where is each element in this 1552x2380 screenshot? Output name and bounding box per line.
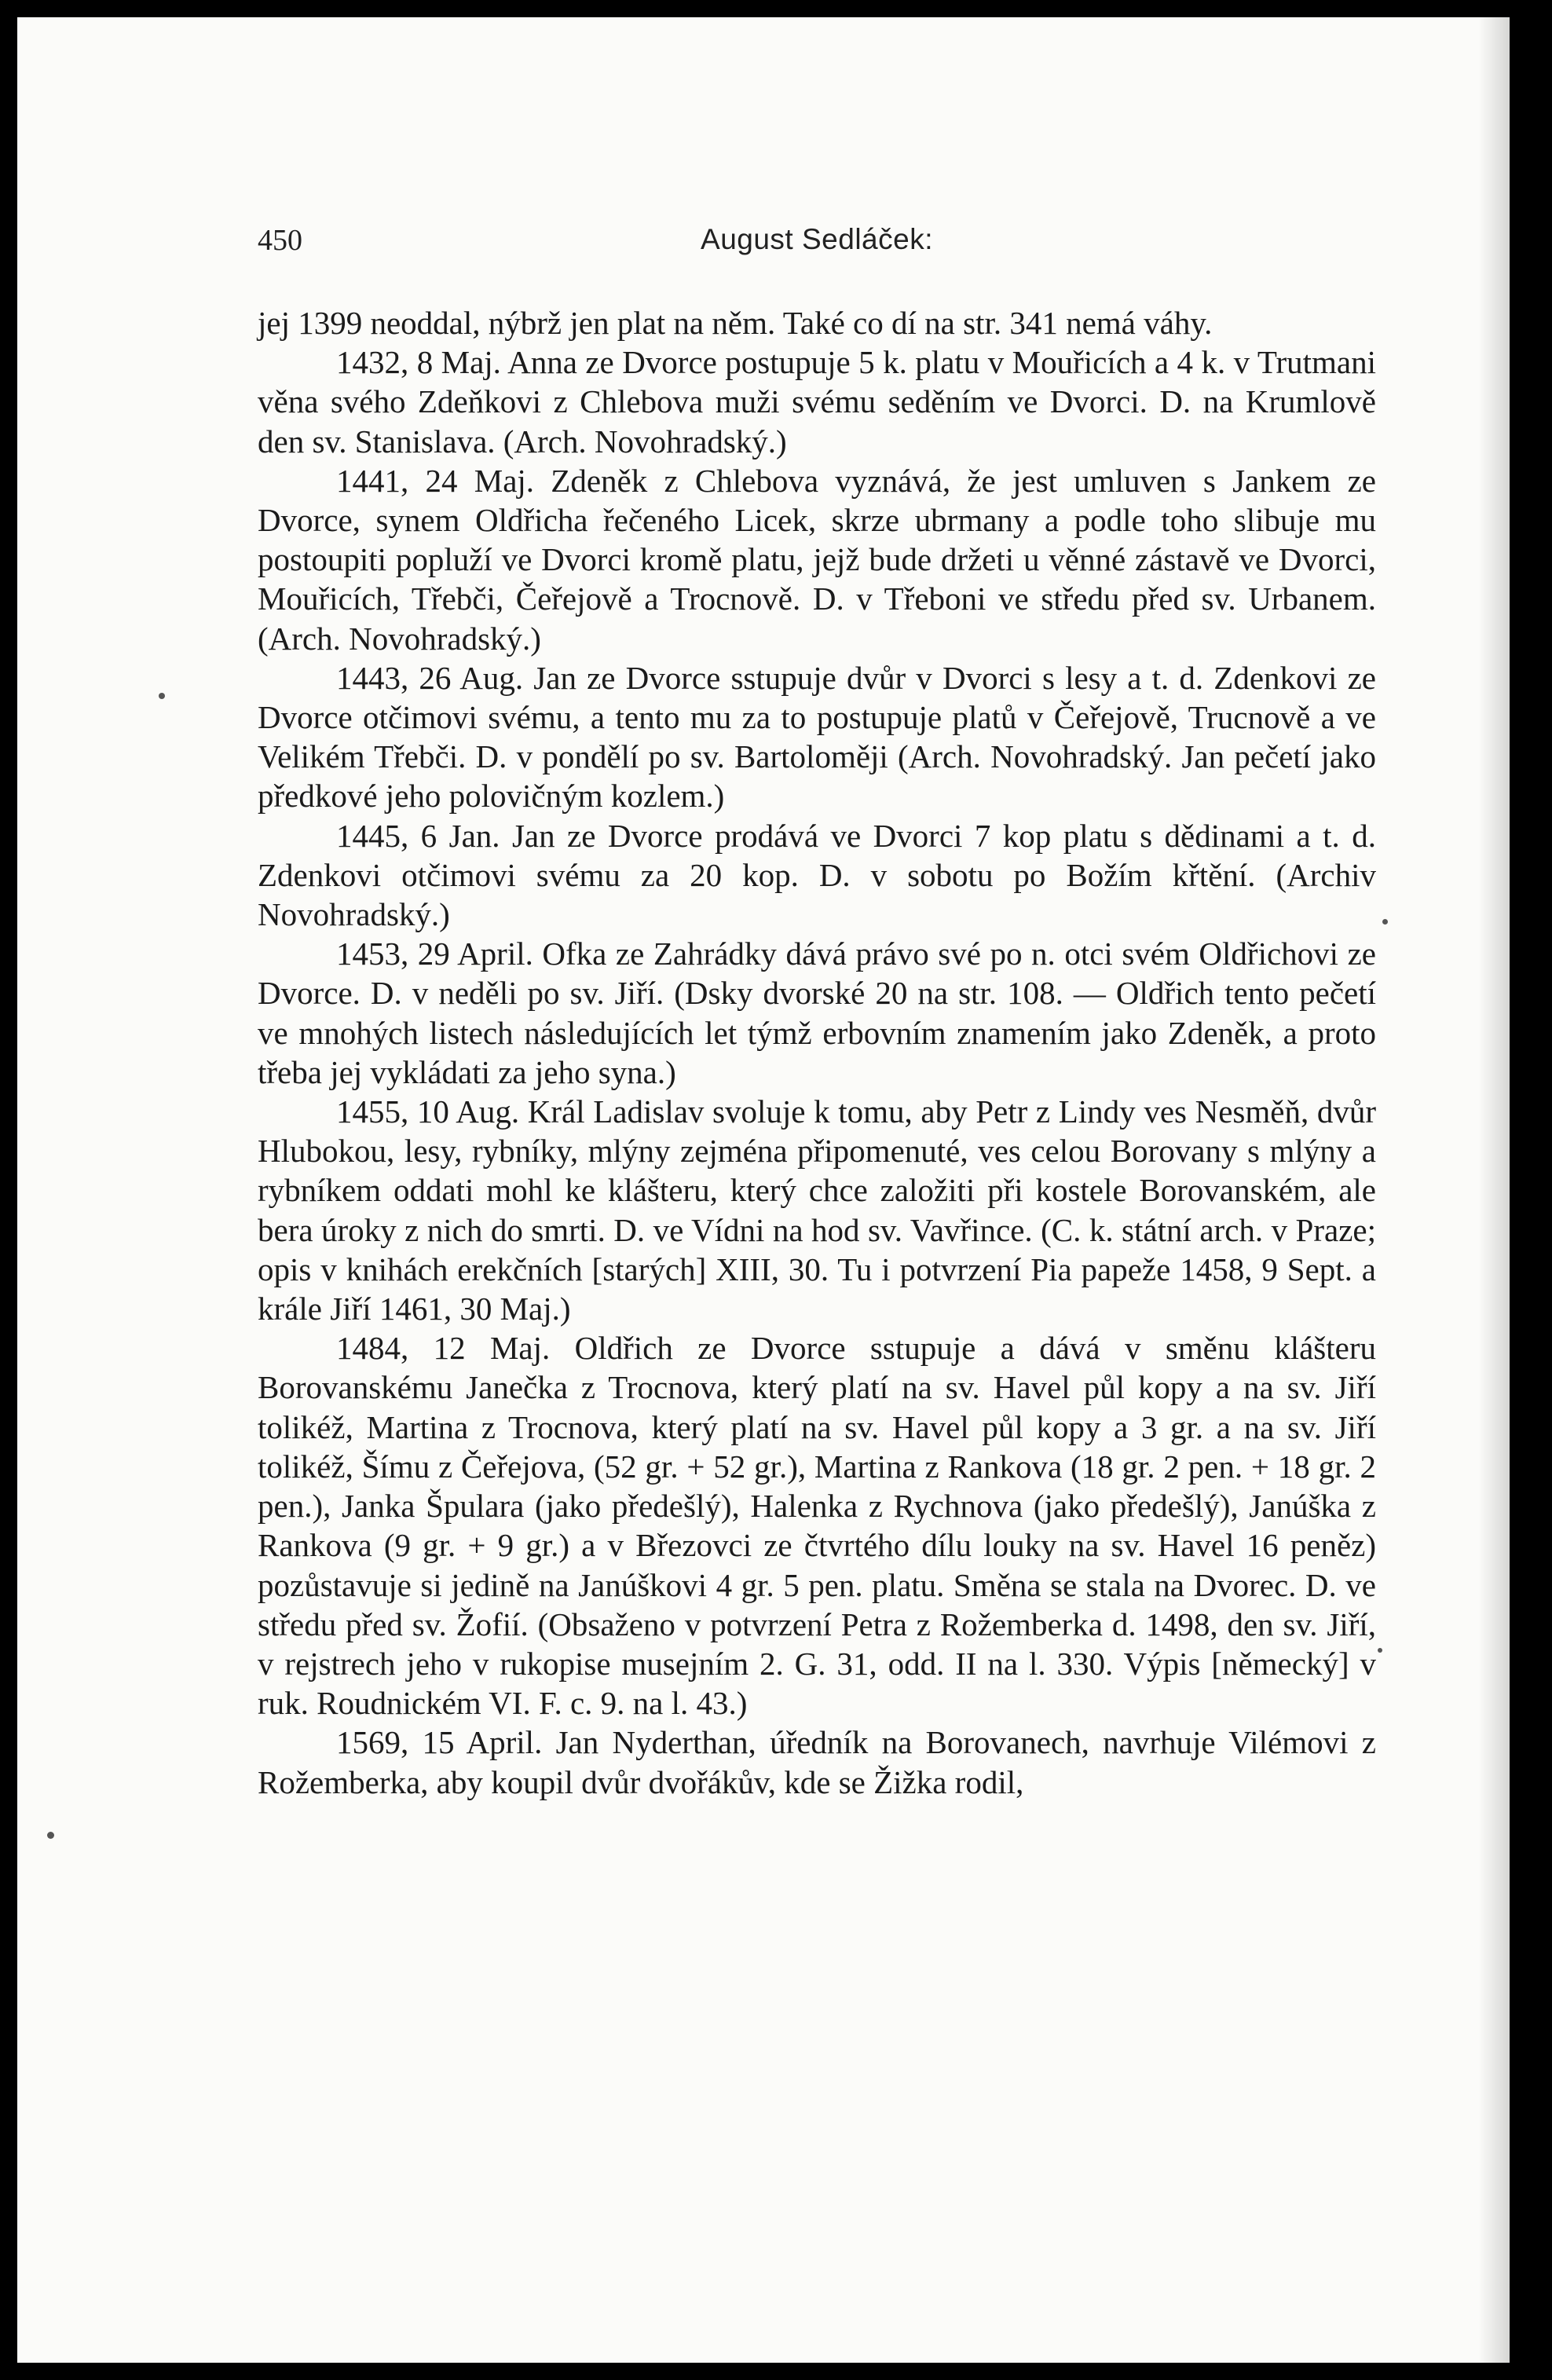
body-text <box>258 303 1376 1802</box>
paragraph-1455: 1455, 10 Aug. Král Ladislav svoluje k tomu, aby Petr z Lindy ves Nesměň, dvůr Hlubokou, lesy, rybníky, mlýny zejména připomenuté, ves celou Borovany s mlýny a rybníkem oddati mohl ke klášteru, který chce založiti při kostele Borovanském, ale bera úroky z nich do smrti. D. ve Vídni na hod sv. Vavřince. (C. k. státní arch. v Praze; opis v knihách erekčních [starých] XIII, 30. Tu i potvrzení Pia papeže 1458, 9 Sept. a krále Jiří 1461, 30 Maj.) <box>258 1093 1376 1327</box>
stray-dot-mark <box>159 693 165 699</box>
paragraph-1441: 1441, 24 Maj. Zdeněk z Chlebova vyznává, že jest umluven s Jankem ze Dvorce, synem Oldřicha řečeného Licek, skrze ubrmany a podle toho slibuje mu postoupiti popluží ve Dvorci kromě platu, jejž bude držeti u věnné zástavě ve Dvorci, Mouřicích, Třebči, Čeřejově a Trocnově. D. v Třeboni ve středu před sv. Urbanem. (Arch. Novohradský.) <box>258 462 1376 657</box>
paragraph-1484: 1484, 12 Maj. Oldřich ze Dvorce sstupuje a dává v směnu klášteru Borovanskému Janečka z Trocnova, který platí na sv. Havel půl kopy a na sv. Jiří tolikéž, Martina z Trocnova, který platí na sv. Havel půl kopy a 3 gr. a na sv. Jiří tolikéž, Šímu z Čeřejova, (52 gr. + 52 gr.), Martina z Rankova (18 gr. 2 pen. + 18 gr. 2 pen.), Janka Špulara (jako předešlý), Halenka z Rychnova (jako předešlý), Janúška z Rankova (9 gr. + 9 gr.) a v Březovci ze čtvrtého dílu louky na sv. Havel 16 peněz) pozůstavuje si jedině na Janúškovi 4 gr. 5 pen. platu. Směna se stala na Dvorec. D. ve středu před sv. Žofií. (Obsaženo v potvrzení Petra z Rožemberka d. 1498, den sv. Jiří, v rejstrech jeho v rukopise musejním 2. G. 31, odd. II na l. 330. Výpis [německý] v ruk. Roudnickém VI. F. c. 9. na l. 43.) <box>258 1330 1376 1722</box>
paragraph-continuation: jej 1399 neoddal, nýbrž jen plat na něm. Také co dí na str. 341 nemá váhy. <box>258 305 1213 341</box>
paragraph-1432: 1432, 8 Maj. Anna ze Dvorce postupuje 5 k. platu v Mouřicích a 4 k. v Trutmani věna svého Zdeňkovi z Chlebova muži svému seděním ve Dvorci. D. na Krumlově den sv. Stanislava. (Arch. Novohradský.) <box>258 344 1376 460</box>
stray-dot-mark <box>47 1832 54 1839</box>
paragraph-1569: 1569, 15 April. Jan Nyderthan, úředník na Borovanech, navrhuje Vilémovi z Rožemberka, aby koupil dvůr dvořákův, kde se Žižka rodil, <box>258 1724 1376 1800</box>
book-page <box>17 17 1510 2363</box>
page-header <box>258 223 1376 270</box>
paragraph-1445: 1445, 6 Jan. Jan ze Dvorce prodává ve Dvorci 7 kop platu s dědinami a t. d. Zdenkovi otčimovi svému za 20 kop. D. v sobotu po Božím křtění. (Archiv Novohradský.) <box>258 817 1376 933</box>
stray-dot-mark <box>1382 919 1388 925</box>
paragraph-1443: 1443, 26 Aug. Jan ze Dvorce sstupuje dvůr v Dvorci s lesy a t. d. Zdenkovi ze Dvorce otčimovi svému, a tento mu za to postupuje platů v Čeřejově, Trucnově a ve Velikém Třebči. D. v pondělí po sv. Bartoloměji (Arch. Novohradský. Jan pečetí jako předkové jeho polovičným kozlem.) <box>258 659 1376 815</box>
page-number: 450 <box>258 224 302 257</box>
page-edge-shadow <box>1478 17 1510 2363</box>
running-head: August Sedláček: <box>701 223 933 255</box>
stray-dot-mark <box>1378 1648 1382 1653</box>
paragraph-1453: 1453, 29 April. Ofka ze Zahrádky dává právo své po n. otci svém Oldřichovi ze Dvorce. D. v neděli po sv. Jiří. (Dsky dvorské 20 na str. 108. — Oldřich tento pečetí ve mnohých listech následujících let týmž erbovním znamením jako Zdeněk, a proto třeba jej vykládati za jeho syna.) <box>258 936 1376 1090</box>
